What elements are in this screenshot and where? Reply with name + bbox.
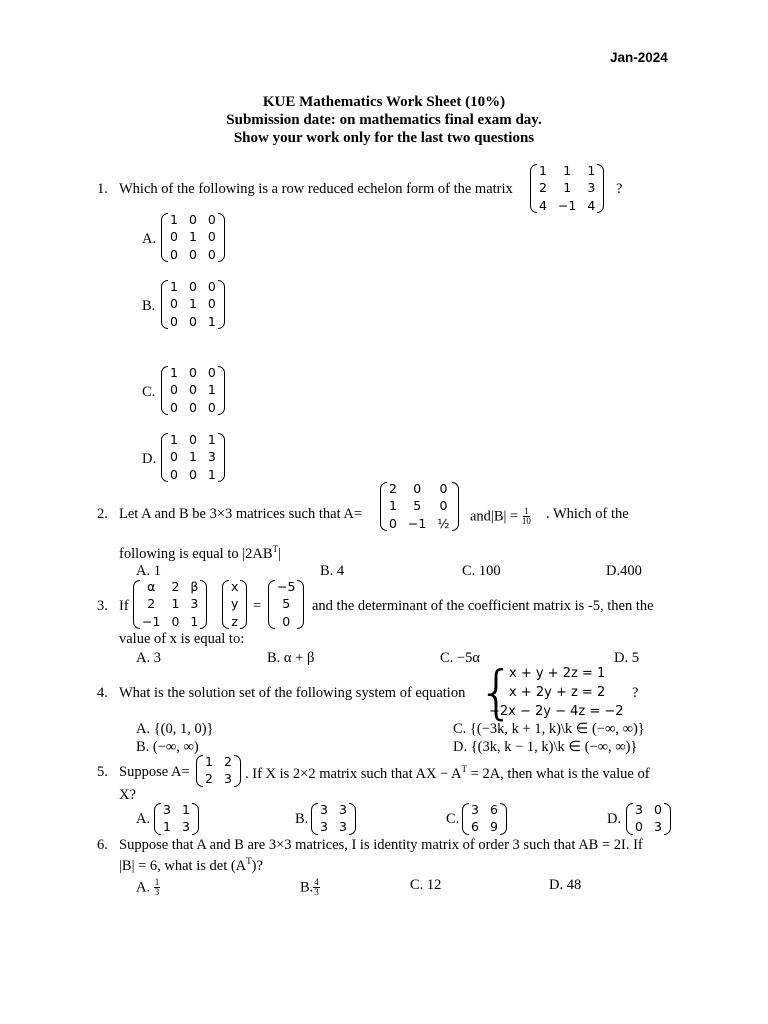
matrix-cell: 0 [207, 229, 216, 245]
matrix-cell: 0 [170, 313, 178, 329]
question-2-line2: following is equal to $|2AB^T|$ [119, 544, 281, 562]
q5-option-a-matrix [154, 803, 199, 835]
right-paren [218, 366, 225, 415]
q6-option-c: C. 12 [410, 877, 442, 893]
submission-date: Submission date: on mathematics final exam day. [226, 112, 542, 128]
question-3-equals: = [253, 598, 262, 614]
q3-option-c: C. −5α [440, 650, 480, 666]
q5-option-d-matrix [626, 803, 671, 835]
question-3-text: and the determinant of the coefficient matrix is -5, then the [312, 598, 654, 614]
matrix-cell: 2 [539, 180, 547, 196]
matrix-cell: 0 [439, 481, 448, 496]
left-paren [222, 580, 229, 629]
question-3-vars-vector [222, 580, 247, 629]
matrix-cell: 0 [207, 279, 216, 294]
matrix-cell: 1 [207, 313, 216, 329]
matrix-cell: 3 [320, 819, 328, 835]
matrix-cell: 3 [471, 802, 479, 817]
matrix-cell: β [190, 579, 199, 594]
matrix-cell: 0 [188, 466, 197, 482]
q1-option-c-matrix [161, 366, 225, 415]
question-3-line2: value of x is equal to: [119, 631, 245, 647]
question-number-4: 4. [97, 685, 108, 701]
right-paren [218, 433, 225, 482]
matrix-cell: 0 [188, 313, 197, 329]
date-label: Jan-2024 [610, 50, 668, 65]
matrix-cell: 1 [170, 432, 178, 447]
question-3-coef-matrix [133, 580, 207, 629]
matrix-cell: 2 [223, 754, 232, 769]
matrix-cell: 1 [170, 279, 178, 294]
matrix-cell: 1 [188, 229, 197, 245]
q5-option-b-label: B. [295, 811, 309, 827]
matrix-cell: 2 [205, 771, 213, 787]
left-paren [268, 580, 275, 629]
matrix-cell: 3 [338, 819, 347, 835]
matrix-cell: 1 [190, 613, 199, 629]
right-paren [192, 803, 199, 835]
vector-cell: x [231, 579, 239, 594]
matrix-cell: 1 [563, 163, 572, 178]
matrix-cell: 1 [181, 802, 190, 817]
question-number-6: 6. [97, 837, 108, 853]
q4-option-b: B. (−∞, ∞) [136, 739, 199, 755]
left-paren [161, 280, 168, 329]
matrix-cell: 3 [635, 802, 643, 817]
q3-option-d: D. 5 [614, 650, 639, 666]
matrix-cell: 6 [471, 819, 479, 835]
vector-cell: 5 [282, 596, 291, 612]
matrix-cell: 0 [170, 382, 178, 398]
matrix-cell: 0 [188, 279, 197, 294]
left-paren [133, 580, 140, 629]
matrix-cell: 0 [188, 246, 197, 262]
matrix-cell: 1 [539, 163, 547, 178]
vector-cell: z [231, 613, 238, 629]
q4-option-d: D. {(3k, k − 1, k)\k ∈ (−∞, ∞)} [453, 739, 638, 755]
right-paren [349, 803, 356, 835]
fraction-one-third: $\frac{1}{3}$ [154, 877, 160, 898]
left-paren [154, 803, 161, 835]
matrix-cell: 2 [171, 579, 180, 594]
left-paren [626, 803, 633, 835]
matrix-cell: 1 [587, 163, 596, 178]
matrix-cell: 0 [207, 399, 216, 415]
left-paren [462, 803, 469, 835]
question-number-5: 5. [97, 764, 108, 780]
matrix-cell: 2 [147, 596, 156, 612]
vector-cell: y [231, 596, 239, 612]
matrix-cell: 3 [207, 449, 216, 465]
right-paren [240, 580, 247, 629]
question-6-line2: |B| = 6, what is $\det (A^T)$? [119, 856, 263, 874]
q5-option-b-matrix [311, 803, 356, 835]
fraction-one-tenth: $\frac{1}{10}$ [521, 506, 531, 527]
matrix-cell: 3 [181, 819, 190, 835]
equation-3: −2x − 2y − 4z = −2 [489, 704, 624, 719]
matrix-cell: 0 [171, 613, 180, 629]
q4-option-a: A. {(0, 1, 0)} [136, 721, 214, 737]
question-5-text-a: Suppose A= [119, 764, 190, 780]
matrix-cell: 1 [188, 296, 197, 312]
vector-cell: −5 [277, 579, 296, 594]
q1-option-d-label: D. [142, 451, 157, 467]
right-paren [200, 580, 207, 629]
left-paren [380, 482, 387, 531]
right-paren [500, 803, 507, 835]
q6-option-d: D. 48 [549, 877, 582, 893]
question-4-text: What is the solution set of the following system of equation [119, 685, 466, 701]
question-5-line2: X? [119, 787, 136, 803]
matrix-cell: −1 [142, 613, 161, 629]
question-2-text-b: and|B| = $\frac{1}{10}$ [470, 506, 531, 527]
left-paren [161, 433, 168, 482]
q1-option-d-matrix [161, 433, 225, 482]
matrix-cell: 4 [587, 197, 596, 213]
q2-option-c: C. 100 [462, 563, 501, 579]
q2-option-b: B. 4 [320, 563, 345, 579]
matrix-cell: 0 [188, 432, 197, 447]
matrix-cell: 3 [163, 802, 171, 817]
matrix-cell: 6 [489, 802, 498, 817]
q3-option-b: B. α + β [267, 650, 315, 666]
left-paren [530, 164, 537, 213]
q1-option-a-label: A. [142, 231, 157, 247]
matrix-cell: −1 [407, 515, 427, 531]
matrix-cell: 1 [389, 498, 397, 514]
matrix-cell: 1 [205, 754, 213, 769]
matrix-cell: 0 [188, 212, 197, 227]
question-5-text-b: . If X is 2×2 matrix such that AX − $A^T = 2A$, then what is the value of [245, 764, 650, 782]
matrix-cell: 0 [207, 212, 216, 227]
right-paren [597, 164, 604, 213]
q6-option-b: B. $\frac{4}{3}$ [300, 877, 319, 898]
matrix-cell: 3 [587, 180, 596, 196]
question-6-line1: Suppose that A and B are 3×3 matrices, I is identity matrix of order 3 such that AB = 2I. If [119, 837, 643, 853]
equation-1: x + y + 2z = 1 [509, 666, 606, 681]
matrix-cell: 0 [170, 296, 178, 312]
matrix-cell: 0 [170, 399, 178, 415]
right-paren [218, 280, 225, 329]
right-paren [452, 482, 459, 531]
matrix-cell: 0 [170, 466, 178, 482]
left-paren [311, 803, 318, 835]
question-3-if: If [119, 598, 129, 614]
q1-option-a-matrix [161, 213, 225, 262]
worksheet-title: KUE Mathematics Work Sheet (10%) [262, 94, 506, 110]
matrix-cell: α [147, 579, 156, 594]
matrix-cell: 0 [207, 246, 216, 262]
matrix-cell: 3 [320, 802, 328, 817]
matrix-cell: 0 [439, 498, 448, 514]
matrix-cell: 0 [170, 229, 178, 245]
question-1-matrix [530, 164, 604, 213]
matrix-cell: 1 [207, 432, 216, 447]
question-1-text: Which of the following is a row reduced echelon form of the matrix [119, 181, 513, 197]
matrix-cell: 3 [223, 771, 232, 787]
q1-option-b-matrix [161, 280, 225, 329]
q5-option-d-label: D. [607, 811, 622, 827]
matrix-cell: 0 [413, 481, 422, 496]
question-2-text-a: Let A and B be 3×3 matrices such that A= [119, 506, 363, 522]
equation-2: x + 2y + z = 2 [509, 685, 606, 700]
matrix-cell: 1 [207, 382, 216, 398]
right-paren [218, 213, 225, 262]
question-number-2: 2. [97, 506, 108, 522]
matrix-cell: 3 [653, 819, 662, 835]
matrix-cell: 1 [171, 596, 180, 612]
left-paren [196, 755, 203, 787]
matrix-cell: 3 [338, 802, 347, 817]
vector-cell: 0 [282, 613, 291, 629]
question-number-3: 3. [97, 598, 108, 614]
matrix-cell: 0 [170, 246, 178, 262]
instructions: Show your work only for the last two questions [233, 130, 535, 146]
q3-option-a: A. 3 [136, 650, 161, 666]
q2-option-d: D.400 [606, 563, 642, 579]
matrix-cell: 0 [170, 449, 178, 465]
question-5-matrix [196, 755, 241, 787]
matrix-cell: 9 [489, 819, 498, 835]
question-2-matrix [380, 482, 459, 531]
question-number-1: 1. [97, 181, 108, 197]
right-paren [234, 755, 241, 787]
q1-option-b-label: B. [142, 298, 156, 314]
q4-option-c: C. {(−3k, k + 1, k)\k ∈ (−∞, ∞)} [453, 721, 645, 737]
matrix-cell: 0 [207, 365, 216, 380]
matrix-cell: 0 [653, 802, 662, 817]
right-paren [297, 580, 304, 629]
matrix-cell: 0 [389, 515, 397, 531]
matrix-cell: 1 [207, 466, 216, 482]
matrix-cell: ½ [437, 515, 450, 531]
matrix-cell: −1 [557, 197, 577, 213]
q5-option-a-label: A. [136, 811, 151, 827]
matrix-cell: 1 [163, 819, 171, 835]
matrix-cell: 0 [188, 399, 197, 415]
matrix-cell: 0 [188, 365, 197, 380]
matrix-cell: 1 [563, 180, 572, 196]
right-paren [664, 803, 671, 835]
q1-option-c-label: C. [142, 384, 156, 400]
question-3-rhs-vector [268, 580, 304, 629]
fraction-four-thirds: $\frac{4}{3}$ [314, 877, 319, 898]
question-4-end: ? [632, 685, 639, 701]
matrix-cell: 2 [389, 481, 397, 496]
matrix-cell: 1 [188, 449, 197, 465]
q5-option-c-label: C. [446, 811, 460, 827]
matrix-cell: 1 [170, 212, 178, 227]
matrix-cell: 5 [413, 498, 422, 514]
matrix-cell: 0 [207, 296, 216, 312]
q5-option-c-matrix [462, 803, 507, 835]
matrix-cell: 3 [190, 596, 199, 612]
question-1-end: ? [616, 181, 623, 197]
q2-option-a: A. 1 [136, 563, 161, 579]
matrix-cell: 1 [170, 365, 178, 380]
matrix-cell: 0 [188, 382, 197, 398]
matrix-cell: 0 [635, 819, 643, 835]
left-paren [161, 213, 168, 262]
question-2-text-c: . Which of the [546, 506, 629, 522]
left-paren [161, 366, 168, 415]
q6-option-a: A. $\frac{1}{3}$ [136, 877, 160, 898]
system-brace: { [478, 658, 515, 726]
matrix-cell: 4 [539, 197, 547, 213]
